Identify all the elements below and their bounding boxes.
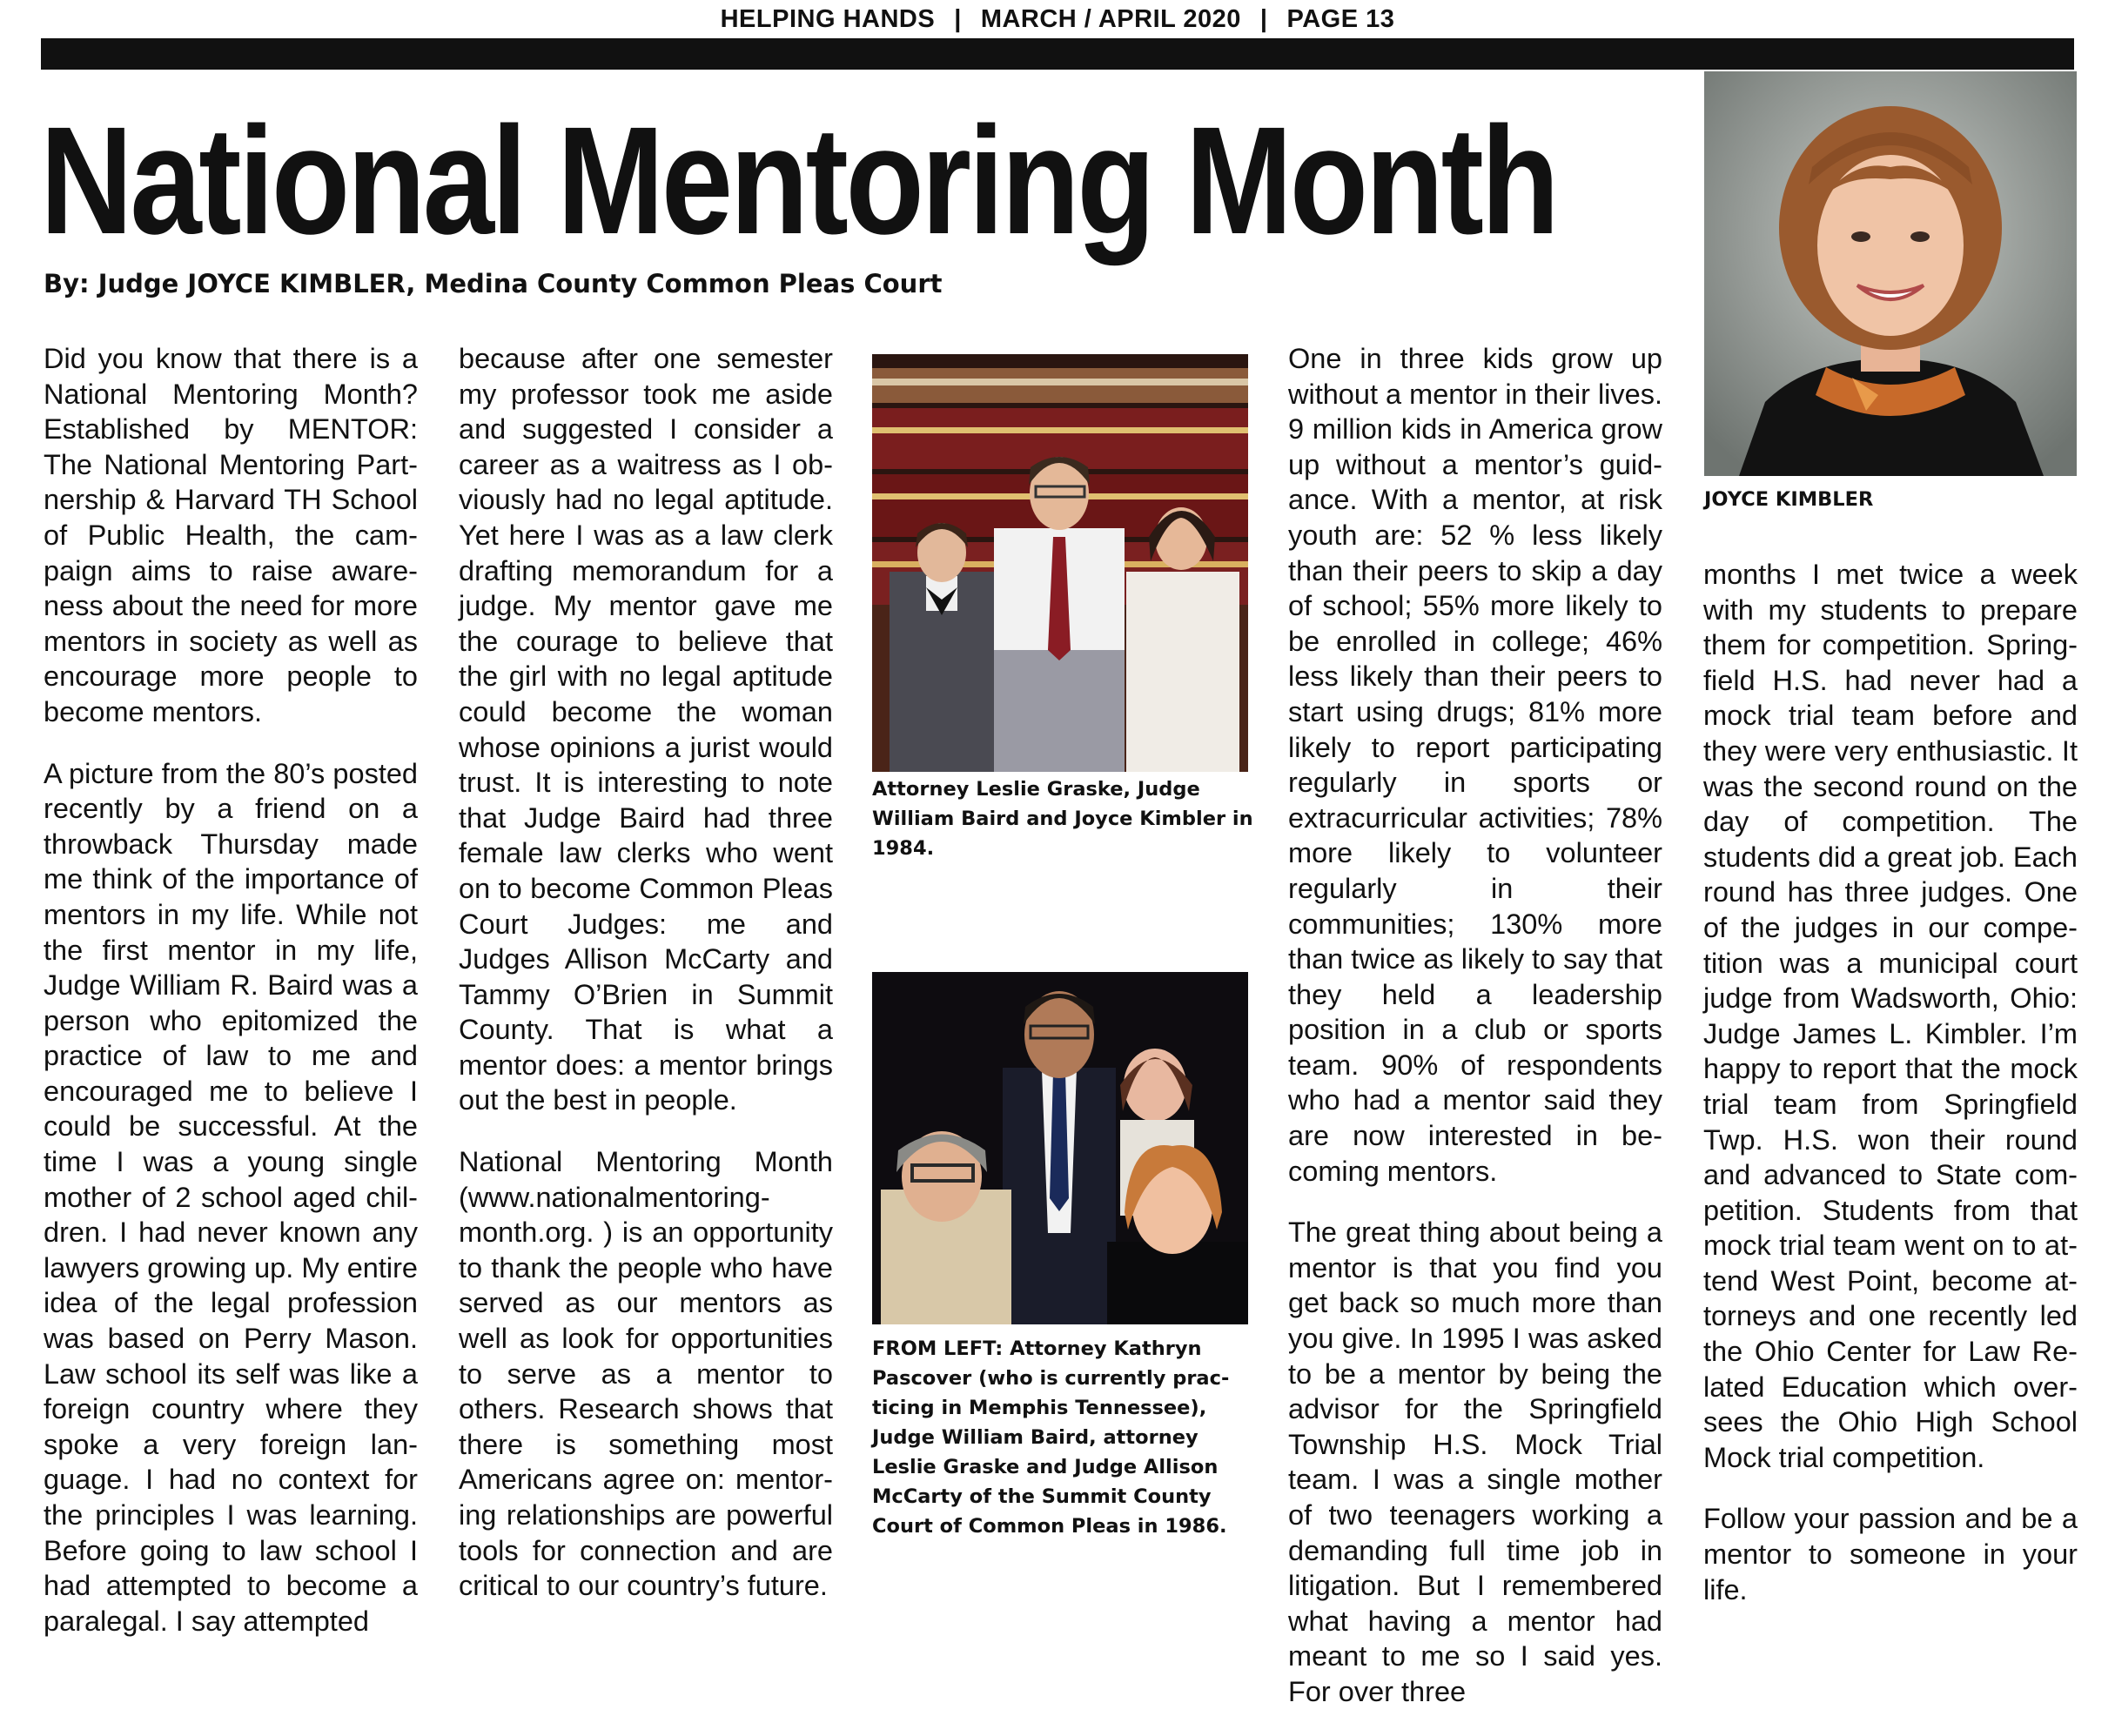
paragraph: Follow your passion and be a mentor to someone in your life.: [1703, 1503, 2078, 1605]
paragraph: months I met twice a week with my students to prepare them for competition. Springfield H.S. had never had a mock trial team before and they were very enthusiastic. It was the second round on the day of competition. The students did a great job. Each round has three judges. One of the judges in our competition was a municipal court judge from Wadsworth, Ohio: Judge James L. Kimbler. I’m happy to report that the mock trial team from Springfield Twp. H.S. won their round and advanced to State competition. Students from that mock trial team went on to attend West Point, become attorneys and one recently led the Ohio Center for Law Related Education which oversees the Ohio High School Mock trial competition.: [1703, 559, 2078, 1473]
portrait-illustration: [1704, 71, 2077, 476]
issue-date: MARCH / APRIL 2020: [980, 5, 1241, 33]
text-column-4: [1703, 557, 2078, 1633]
paragraph: Did you know that there is a National Mentoring Month? Established by MENTOR: The National Mentoring Partnership & Harvard TH School of Public Health, the campaign aims to raise awareness about the need for more mentors in society as well as encourage more people to become mentors.: [44, 343, 418, 727]
photo-1986-illustration: [872, 972, 1248, 1324]
article-title: National Mentoring Month: [40, 96, 1557, 266]
publication-name: HELPING HANDS: [720, 5, 936, 33]
page-number: PAGE 13: [1286, 5, 1395, 33]
photo-1984-group: [872, 354, 1248, 772]
photo-1986-group: [872, 972, 1248, 1324]
photo-1986-caption: FROM LEFT: Attorney Kathryn Pascover (who is currently practicing in Memphis Tennessee), Judge William Baird, attorney Leslie Graske and Judge Allison McCarty of the Summit County Court of Common Pleas in 1986.: [872, 1337, 1230, 1538]
portrait-joyce-kimbler: [1704, 71, 2077, 476]
page-header: [0, 5, 2115, 34]
photo-1984-illustration: [872, 354, 1248, 772]
text-column-2: [459, 341, 833, 1630]
paragraph: A picture from the 80’s posted recently by a friend on a throwback Thursday made me think of the importance of mentors in my life. While not the first mentor in my life, Judge William R. Baird was a person who epitomized the practice of law to me and encouraged me to believe I could be successful. At the time I was a young single mother of 2 school aged children. I had never known any lawyers growing up. My entire idea of the legal profession was based on Perry Mason. Law school its self was like a foreign country where they spoke a very foreign language. I had no context for the principles I was learning. Before going to law school I had attempted to become a paralegal. I say attempted: [44, 757, 418, 1637]
header-separator: |: [954, 5, 962, 33]
paragraph: The great thing about being a mentor is that you find you get back so much more than you give. In 1995 I was asked to be a mentor by being the advisor for the Springfield Township H.S. Mock Trial team. I was a single mother of two teenagers working a demanding full time job in litigation. But I remembered what having a mentor had meant to me so I said yes. For over three: [1288, 1217, 1662, 1707]
paragraph: because after one semester my professor took me aside and suggested I consider a career as a waitress as I obviously had no legal aptitude. Yet here I was as a law clerk drafting memorandum for a judge. My mentor gave me the courage to believe that the girl with no legal aptitude could become the woman whose opinions a jurist would trust. It is interesting to note that Judge Baird had three female law clerks who went on to become Common Pleas Court Judges: me and Judges Allison McCarty and Tammy O’Brien in Summit County. That is what a mentor does: a mentor brings out the best in people.: [459, 343, 833, 1116]
paragraph: One in three kids grow up without a mentor in their lives. 9 million kids in America grow up without a mentor’s guidance. With a mentor, at risk youth are: 52 % less likely than their peers to skip a day of school; 55% more likely to be enrolled in college; 46% less likely than their peers to start using drugs; 81% more likely to report participating regularly in sports or extracurricular activities; 78% more likely to volunteer regularly in their communities; 130% more than twice as likely to say that they held a leadership position in a club or sports team. 90% of respondents who had a mentor said they are now interested in becoming mentors.: [1288, 343, 1662, 1187]
photo-1984-caption: Attorney Leslie Graske, Judge William Baird and Joyce Kimbler in 1984.: [872, 778, 1253, 860]
text-column-1: [44, 341, 418, 1665]
header-rule: [41, 38, 2074, 70]
portrait-caption: JOYCE KIMBLER: [1704, 488, 1874, 511]
article-byline: By: Judge JOYCE KIMBLER, Medina County Common Pleas Court: [44, 269, 943, 298]
text-column-3: [1288, 341, 1662, 1736]
header-separator: |: [1259, 5, 1268, 33]
paragraph: National Mentoring Month (www.nationalmentoringmonth.org. ) is an opportunity to thank the people who have served as our mentors as well as look for opportunities to serve as a mentor to others. Research shows that there is something most Americans agree on: mentoring relationships are powerful tools for connection and are critical to our country’s future.: [459, 1146, 833, 1602]
